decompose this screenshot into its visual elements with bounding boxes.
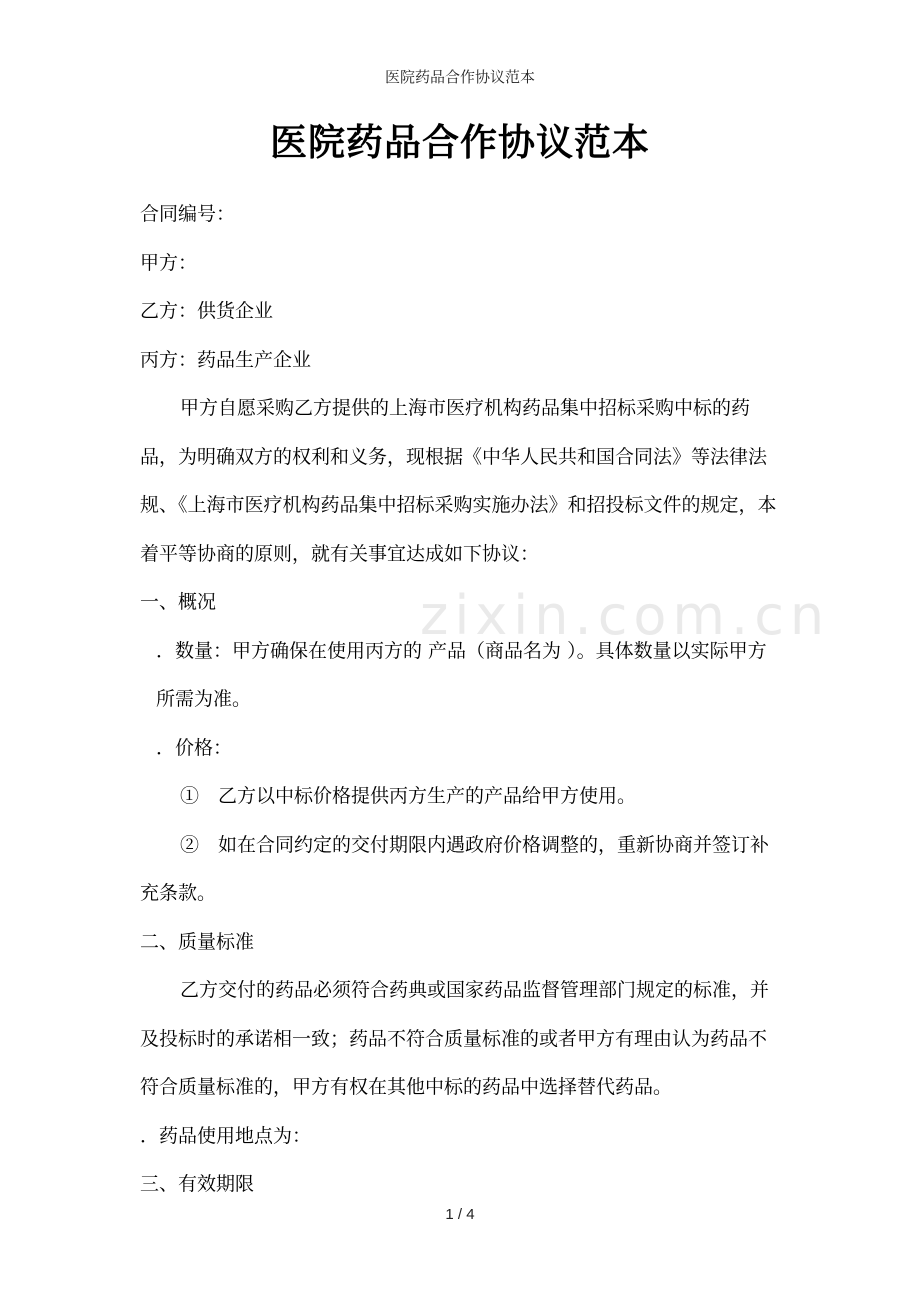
section-1-heading: 一、概况 (140, 591, 217, 613)
intro-paragraph: 甲方自愿采购乙方提供的上海市医疗机构药品集中招标采购中标的药品，为明确双方的权利和义务，现根据《中华人民共和国合同法》等法律法规、《上海市医疗机构药品集中招标采购实施办法》和招投标文件的规定，本着平等协商的原则，就有关事宜达成如下协议： (140, 397, 777, 565)
party-a-line: 甲方： (140, 251, 198, 274)
running-header: 医院药品合作协议范本 (384, 68, 535, 86)
page-number: 1 / 4 (445, 1206, 475, 1223)
party-c-line: 丙方：药品生产企业 (140, 348, 312, 371)
usage-location-line: ．药品使用地点为： (140, 1124, 312, 1147)
contract-number-line: 合同编号： (140, 203, 236, 225)
section-2-heading: 二、质量标准 (140, 930, 255, 953)
section-3-heading: 三、有效期限 (140, 1173, 255, 1195)
quantity-clause: ．数量：甲方确保在使用丙方的 产品（商品名为 ）。具体数量以实际甲方所需为准。 (156, 639, 767, 710)
price-item-2: ② 如在合同约定的交付期限内遇政府价格调整的，重新协商并签订补充条款。 (140, 833, 770, 904)
party-b-line: 乙方：供货企业 (140, 300, 274, 322)
price-heading: ．价格： (156, 736, 233, 759)
watermark: zixin.com.cn (420, 584, 831, 647)
quality-clause: 乙方交付的药品必须符合药典或国家药品监督管理部门规定的标准，并及投标时的承诺相一致；药品不符合质量标准的或者甲方有理由认为药品不符合质量标准的，甲方有权在其他中标的药品中选择替代药品。 (140, 979, 770, 1098)
document-title: 医院药品合作协议范本 (270, 120, 650, 164)
document-body (140, 190, 785, 1209)
price-item-1: ① 乙方以中标价格提供丙方生产的产品给甲方使用。 (180, 785, 637, 807)
